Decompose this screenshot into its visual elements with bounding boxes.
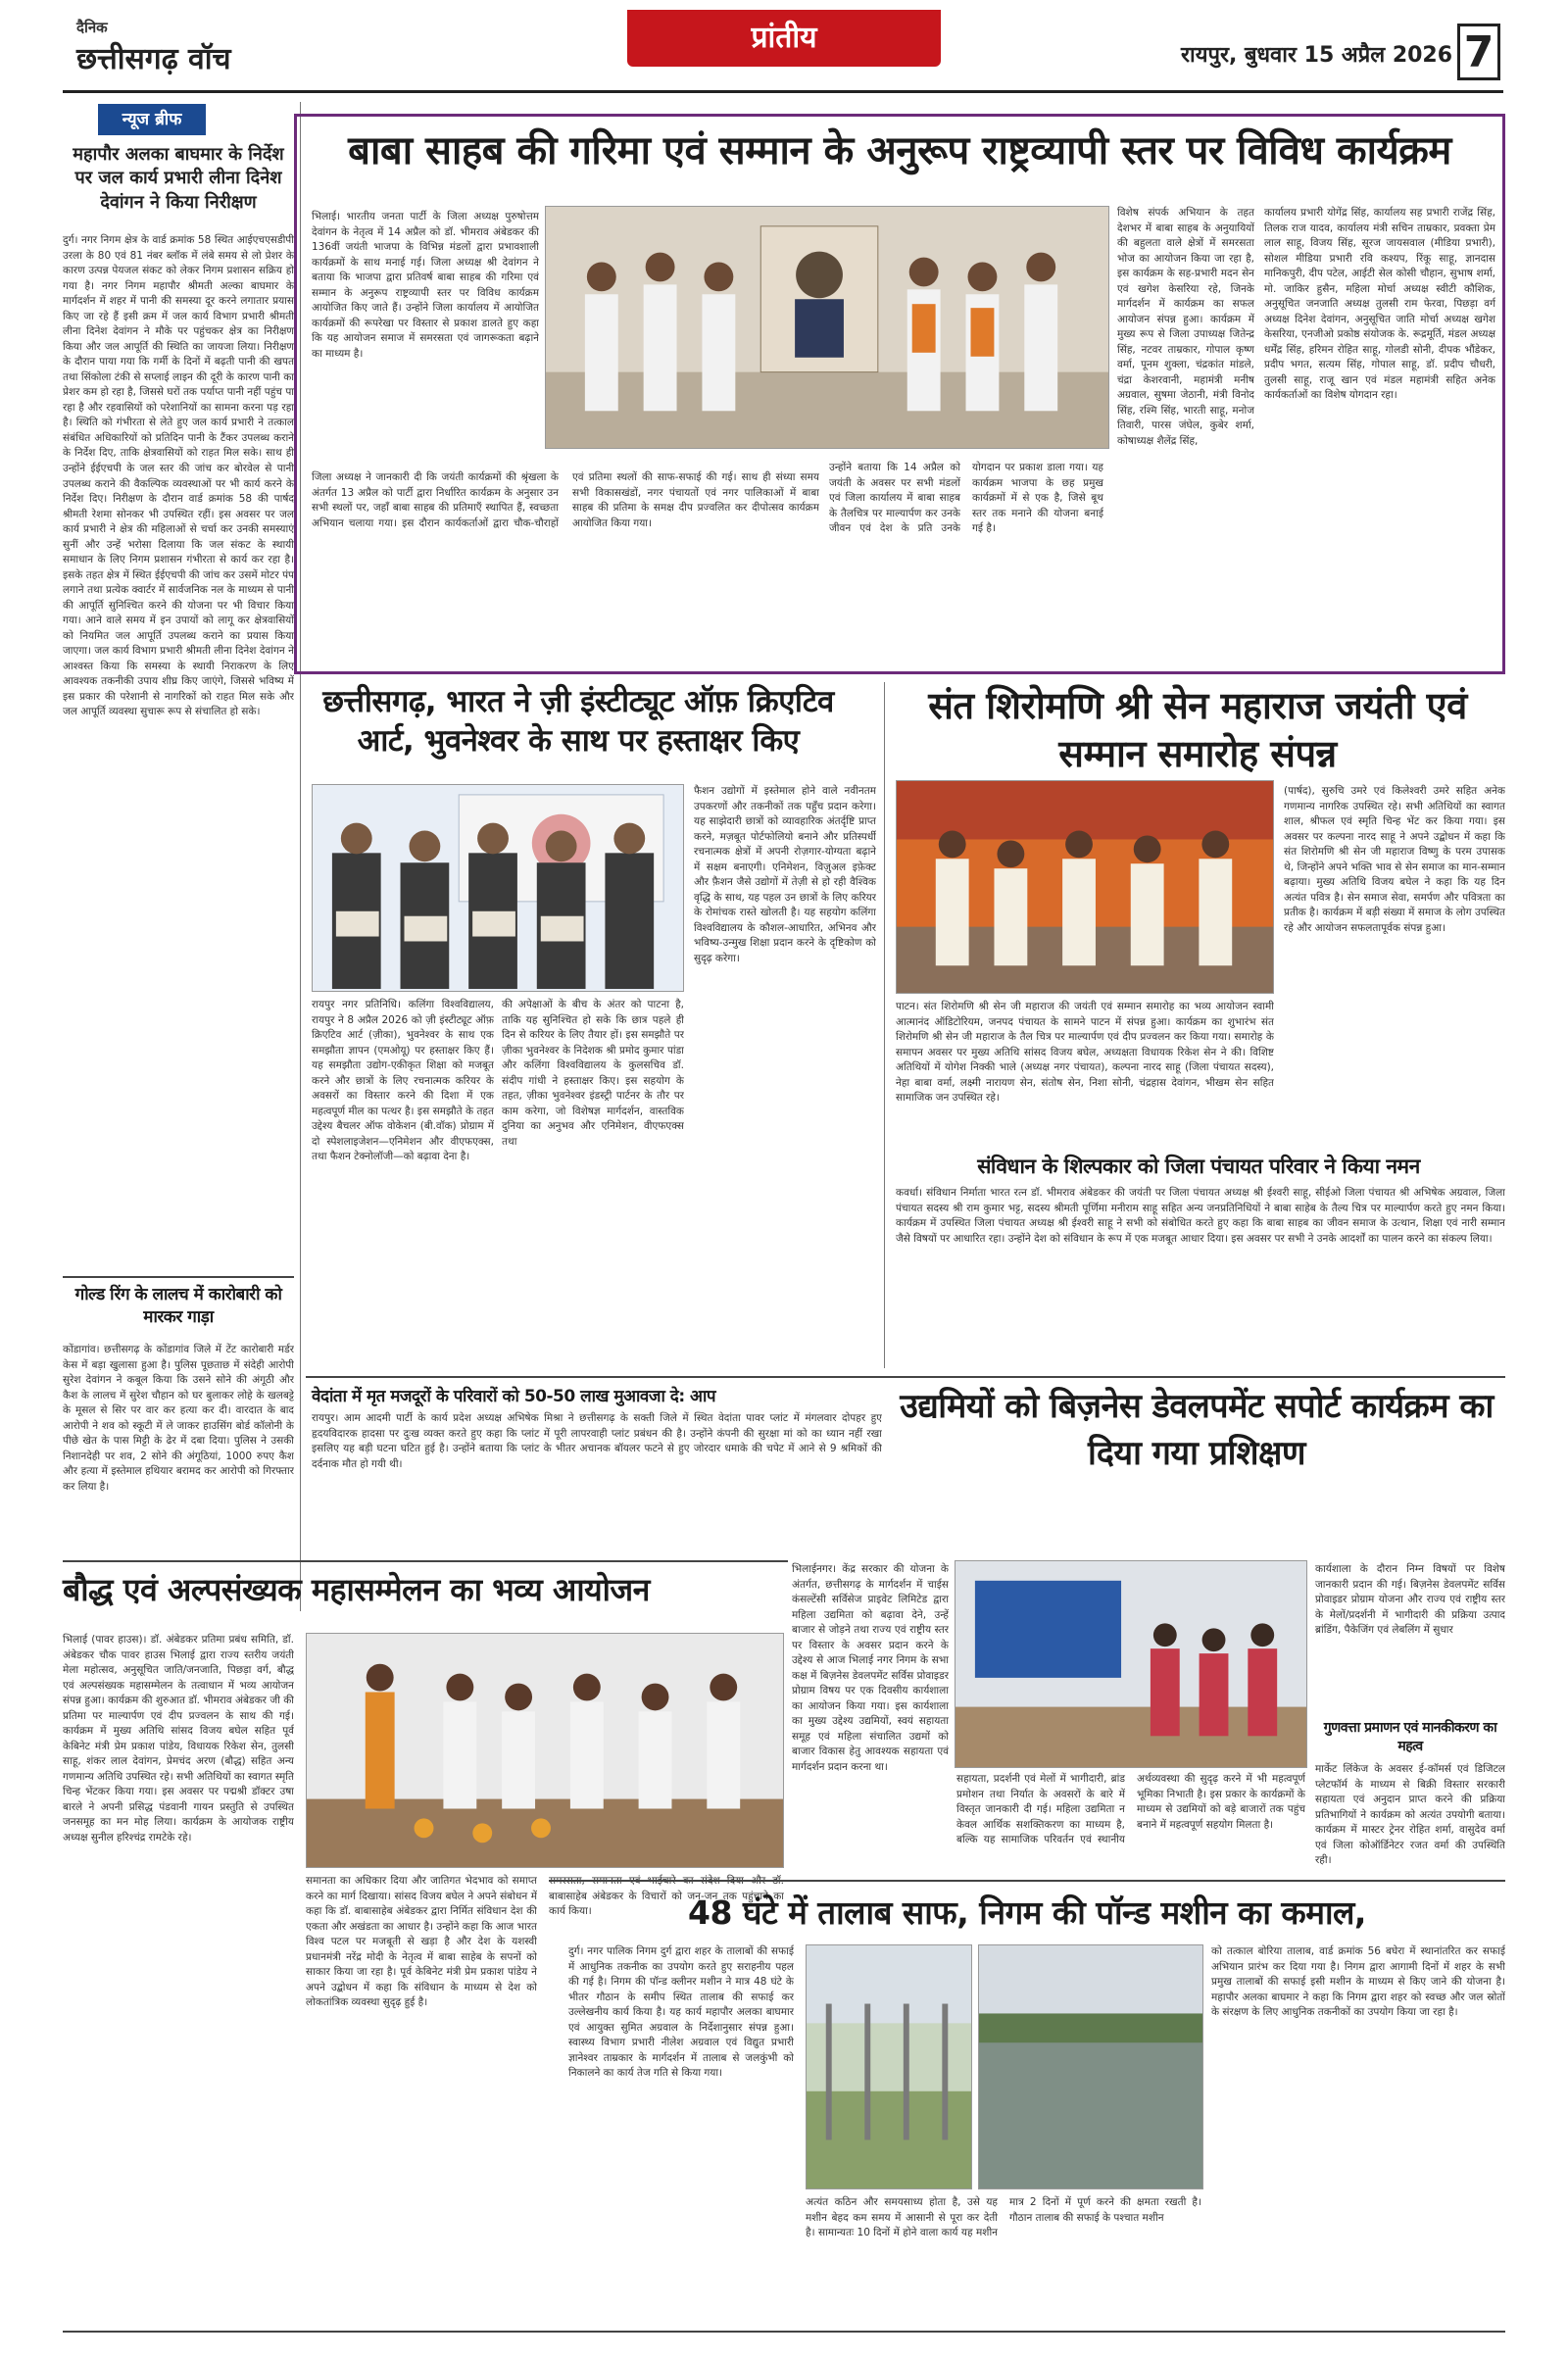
udyami-col-2: सहायता, प्रदर्शनी एवं मेलों में भागीदारी, ब्रांड प्रमोशन तथा निर्यात के अवसरों के बारे में विस्तृत जानकारी दी गई। महिला उद्यमिता न केवल आर्थिक सशक्तिकरण का माध्यम है, बल्कि यह सामाजिक परिवर्तन एवं स्थानीय अर्थव्यवस्था की सुदृढ़ करने में भी महत्वपूर्ण भूमिका निभाती है। इस प्रकार के कार्यक्रमों के माध्यम से उद्यमियों को बड़े बाजारों तक पहुंच बनाने में महत्वपूर्ण सहयोग मिलता है। [956, 1773, 1305, 1846]
pond-shore-photo-icon [807, 1945, 971, 2188]
mou-photo [312, 784, 684, 992]
bottom-rule [63, 2331, 1505, 2333]
stage-event-photo-icon [307, 1634, 783, 1867]
pond-col-2: अत्यंत कठिन और समयसाध्य होता है, उसे यह मशीन बेहद कम समय में आसानी से पूरा कर देती है। सामान्यतः 10 दिनों में होने वाला कार्य यह मशीन मात्र 2 दिनों में पूर्ण करने की क्षमता रखती है। गौठान तालाब की सफाई के पश्चात मशीन [806, 2196, 1201, 2239]
pond-photo-1 [806, 1944, 972, 2189]
lead-col-5: कार्यालय प्रभारी योगेंद्र सिंह, कार्यालय सह प्रभारी राजेंद्र सिंह, तिलक राज यादव, कार्यालय मंत्री सचिन ताम्रकार, प्रवक्ता प्रेम लाल साहू, विजय सिंह, सूरज जायसवाल (मीडिया प्रभारी), सोशल मीडिया प्रभारी रवि कश्यप, रिंकू साहू, ज्ञानदास मानिकपुरी, दीप पटेल, आईटी सेल कोसी चौहान, सुभाष शर्मा, मो. जाकिर हुसैन, महिला मोर्चा अध्यक्ष स्वीटी कौशिक, अनुसूचित जनजाति अध्यक्ष तुलसी राम फेरवा, पिछड़ा वर्ग अध्यक्ष दिनेश देवांगन, अनुसूचित जाति मोर्चा अध्यक्ष खगेश केसरिया, एनजीओ प्रकोष्ठ संयोजक के. रूद्रमूर्ति, मंडल अध्यक्ष धर्मेंद्र सिंह, हरिमन रोहित साहू, गोलडी सोनी, दीपक भौंडेकर, प्रदीप भगत, सत्यम सिंह, गोपाल साहू, डॉ. प्रदीप चौधरी, तुलसी साहू, राजू खान एवं मंडल महामंत्री सहित अनेक कार्यकर्ताओं का विशेष योगदान रहा। [1264, 207, 1495, 402]
lead-col-2: जिला अध्यक्ष ने जानकारी दी कि जयंती कार्यक्रमों की श्रृंखला के अंतर्गत 13 अप्रैल को पार्टी द्वारा निर्धारित कार्यक्रम के अनुसार उन सभी स्थलों पर, जहाँ बाबा साहब की प्रतिमाएँ स्थापित हैं, स्वच्छता अभियान चलाया गया। इस दौरान कार्यकर्ताओं द्वारा चौक-चौराहों एवं प्रतिमा स्थलों की साफ-सफाई की गई। साथ ही संध्या समय सभी विकासखंडों, नगर पंचायतों एवं नगर पालिकाओं में बाबा साहब की प्रतिमा के समक्ष दीप प्रज्वलित कर दीपोत्सव कार्यक्रम आयोजित किया गया। [312, 471, 819, 529]
bauddh-col-2: समानता का अधिकार दिया और जातिगत भेदभाव को समाप्त करने का मार्ग दिखाया। सांसद विजय बघेल ने अपने संबोधन में कहा कि डॉ. बाबासाहेब अंबेडकर द्वारा निर्मित संविधान देश की एकता और अखंडता का आधार है। उन्होंने कहा कि आज भारत विश्व पटल पर मजबूती से खड़ा है और देश के यशस्वी प्रधानमंत्री नरेंद्र मोदी के नेतृत्व में बाबा साहेब के सपनों को साकार किया जा रहा है। पूर्व केबिनेट मंत्री प्रेम प्रकाश पांडेय ने अपने उद्बोधन में कहा कि संविधान के माध्यम से देश को लोकतांत्रिक व्यवस्था सुदृढ़ हुई है। [306, 1875, 537, 2009]
logo-small-text: दैनिक [76, 19, 108, 36]
mou-headline: छत्तीसगढ़, भारत ने ज़ी इंस्टीट्यूट ऑफ़ क्रिएटिव आर्ट, भुवनेश्वर के साथ पर हस्ताक्षर किए [322, 684, 834, 760]
sen-headline: संत शिरोमणि श्री सेन महाराज जयंती एवं सम्मान समारोह संपन्न [928, 684, 1467, 776]
section-tab: प्रांतीय [627, 10, 941, 67]
divider [306, 1376, 1505, 1378]
bauddh-photo [306, 1633, 784, 1868]
divider [63, 1276, 294, 1278]
pond-water-photo-icon [979, 1945, 1202, 2188]
news-brief-body: दुर्ग। नगर निगम क्षेत्र के वार्ड क्रमांक 58 स्थित आईएचएसडीपी उरला के 80 एवं 81 नंबर ब्लॉक में लंबे समय से लो प्रेशर के कारण उत्पन्न पेयजल संकट को लेकर निगम प्रशासन सक्रिय हो गया है। नगर निगम महापौर श्रीमती अल्का बाघमार के मार्गदर्शन में शहर में पानी की समस्या दूर करने लगातार प्रयास किए जा रहे हैं इसी क्रम में जल कार्य विभाग प्रभारी श्रीमती लीना दिनेश देवांगन ने मौके पर पहुंचकर क्षेत्र का निरीक्षण किया और जल आपूर्ति की स्थिति का जायजा लिया। निरीक्षण के दौरान पाया गया कि गर्मी के दिनों में बढ़ती पानी की खपत तथा सिंकोला टंकी से सप्लाई लाइन की दूरी के कारण पानी का प्रेशर कम हो रहा है, जिससे घरों तक पर्याप्त पानी नहीं पहुंच पा रहा है और रहवासियों को परेशानियों का सामना करना पड़ रहा है। स्थिति को गंभीरता से लेते हुए जल कार्य प्रभारी ने तत्काल संबंधित अधिकारियों को प्रतिदिन पानी के टैंकर उपलब्ध कराने के निर्देश दिए, ताकि क्षेत्रवासियों को राहत मिल सके। साथ ही उन्होंने ईईएचपी के जल स्तर की जांच कर बोरवेल से पानी उपलब्ध कराने की वैकल्पिक व्यवस्थाओं पर भी कार्य करने के निर्देश दिए। निरीक्षण के दौरान वार्ड क्रमांक 58 की पार्षद श्रीमती रेशमा सोनकर भी उपस्थित रहीं। इस अवसर पर जल कार्य प्रभारी ने क्षेत्र की महिलाओं से चर्चा कर उनकी समस्याएं सुनीं और उन्हें भरोसा दिलाया कि जल संकट के स्थायी समाधान के लिए निगम प्रशासन गंभीरता से कार्य कर रहा है। इसके तहत क्षेत्र में स्थित ईईएचपी की जांच कर उसमें मोटर पंप लगाने तथा प्रत्येक क्वार्टर में सार्वजनिक नल के माध्यम से पानी की आपूर्ति सुनिश्चित करने की योजना पर भी विचार किया गया। आने वाले समय में इन उपायों को लागू कर क्षेत्रवासियों को नियमित जल आपूर्ति उपलब्ध कराने का प्रयास किया जाएगा। जल कार्य विभाग प्रभारी श्रीमती लीना दिनेश देवांगन ने आश्वस्त किया कि समस्या के स्थायी निराकरण के लिए आवश्यक तकनीकी उपाय शीघ्र किए जाएंगे, जिससे भविष्य में इस प्रकार की परेशानी से नागरिकों को राहत मिल सके और जल आपूर्ति व्यवस्था सुचारू रूप से संचालित हो सके। [63, 234, 294, 718]
training-workshop-photo-icon [956, 1561, 1306, 1767]
pond-col-1: दुर्ग। नगर पालिक निगम दुर्ग द्वारा शहर के तालाबों की सफाई में आधुनिक तकनीक का उपयोग करते हुए सराहनीय पहल की गई है। निगम की पॉन्ड क्लीनर मशीन ने मात्र 48 घंटे के भीतर गौठान के समीप स्थित तालाब की सफाई कर उल्लेखनीय कार्य किया है। यह कार्य महापौर अलका बाघमार एवं आयुक्त सुमित अग्रवाल के निर्देशानुसार संपन्न हुआ। स्वास्थ्य विभाग प्रभारी नीलेश अग्रवाल एवं विद्युत प्रभारी ज्ञानेश्वर ताम्रकार के मार्गदर्शन में तालाब से जलकुंभी को निकालने का कार्य तेज गति से किया गया। [568, 1945, 794, 2080]
sen-photo [896, 780, 1274, 994]
bauddh-headline: बौद्ध एवं अल्पसंख्यक महासम्मेलन का भव्य आयोजन [63, 1571, 650, 1608]
pond-photo-2 [978, 1944, 1203, 2189]
samvidhan-headline: संविधान के शिल्पकार को जिला पंचायत परिवार ने किया नमन [977, 1155, 1420, 1178]
bauddh-col-3: बाबासाहेब अंबेडकर के विचारों को जन-जन तक पहुंचाने का कार्य किया। [549, 1890, 784, 1918]
ambedkar-tribute-photo-icon [546, 207, 1108, 448]
mou-col-2: की अपेक्षाओं के बीच के अंतर को पाटना है, ताकि यह सुनिश्चित हो सके कि छात्र पहले ही दिन से करियर के लिए तैयार हों। इस समझौते पर ज़ीका भुवनेश्वर के निदेशक श्री प्रमोद कुमार पांडा और कलिंगा विश्वविद्यालय के कुलसचिव डॉ. संदीप गांधी ने हस्ताक्षर किए। इस सहयोग के तहत, ज़ीका भुवनेश्वर इंडस्ट्री पार्टनर के तौर पर काम करेगा, जो विशेषज्ञ मार्गदर्शन, वास्तविक दुनिया का अनुभव और एनिमेशन, वीएफएक्स तथा [502, 999, 684, 1148]
vedanta-body: रायपुर। आम आदमी पार्टी के कार्य प्रदेश अध्यक्ष अभिषेक मिश्रा ने छत्तीसगढ़ के सक्ती जिले में स्थित वेदांता पावर प्लांट में मंगलवार दोपहर हुए हृदयविदारक हादसा पर दुःख व्यक्त करते हुए कहा कि प्लांट में पूरी लापरवाही प्लांट प्रबंधन की है। उन्होंने कंपनी की सुरक्षा मां को का ध्यान नहीं रखा इसलिए यह बड़ी घटना घटित हुई है। उन्होंने बताया कि प्लांट के भीतर अचानक बॉयलर फटने से हुए जोरदार धमाके की चपेट में आने से 9 श्रमिकों की दर्दनाक मौत हो गयी थी। [312, 1412, 882, 1470]
sen-body-left: पाटन। संत शिरोमणि श्री सेन जी महाराज की जयंती एवं सम्मान समारोह का भव्य आयोजन स्वामी आत्मानंद ऑडिटोरियम, जनपद पंचायत के सामने पाटन में संपन्न हुआ। कार्यक्रम का शुभारंभ संत शिरोमणि श्री सेन जी महाराज के तैल चित्र पर माल्यार्पण एवं दीप प्रज्वलन कर किया गया। समारोह के समापन अवसर पर मुख्य अतिथि सांसद विजय बघेल, अध्यक्षता विधायक रिकेश सेन ने की। विशिष्ट अतिथियों में योगेश निक्की भाले (अध्यक्ष नगर पंचायत), कल्पना नारद साहू (जिला पंचायत सदस्य), नेहा बाबा वर्मा, लक्ष्मी नारायण सेन, संतोष सेन, निशा सोनी, चंद्रहास देवांगन, भीखम सेन सहित सामाजिक जन उपस्थित रहे। [896, 1001, 1274, 1105]
masthead [0, 0, 1568, 94]
bauddh-col-1: भिलाई (पावर हाउस)। डॉ. अंबेडकर प्रतिमा प्रबंध समिति, डॉ. अंबेडकर चौक पावर हाउस भिलाई द्वारा राज्य स्तरीय जयंती मेला महोत्सव, अनुसूचित जाति/जनजाति, पिछड़ा वर्ग, बौद्ध एवं अल्पसंख्यक महासम्मेलन के तत्वाधान में भव्य आयोजन संपन्न हुआ। कार्यक्रम की शुरुआत डॉ. भीमराव अंबेडकर जी की प्रतिमा पर माल्यार्पण एवं दीप प्रज्वलन के साथ की गई। कार्यक्रम में मुख्य अतिथि सांसद विजय बघेल सहित पूर्व केबिनेट मंत्री प्रेम प्रकाश पांडेय, विधायक रिकेश सेन, तुलसी साहू, शंकर लाल देवांगन, प्रेमचंद अरण (बौद्ध) सहित अन्य गणमान्य अतिथि उपस्थित रहे। सभी अतिथियों का स्वागत स्मृति चिन्ह भेंटकर किया गया। इस अवसर पर पद्मश्री डॉक्टर उषा बारले ने अपनी प्रसिद्ध पंडवानी गायन प्रस्तुति से उपस्थित जनसमूह का मन मोह लिया। कार्यक्रम के आयोजक राष्ट्रीय अध्यक्ष सुनील हरिश्चंद्र रामटेके रहे। [63, 1634, 294, 1844]
page-number: 7 [1457, 24, 1500, 80]
lead-headline: बाबा साहब की गरिमा एवं सम्मान के अनुरूप राष्ट्रव्यापी स्तर पर विविध कार्यक्रम [348, 128, 1451, 173]
divider [63, 1560, 788, 1562]
udyami-photo [955, 1560, 1307, 1768]
newspaper-logo [76, 18, 231, 77]
mou-col-1: रायपुर नगर प्रतिनिधि। कलिंगा विश्वविद्यालय, रायपुर ने 8 अप्रैल 2026 को ज़ी इंस्टीट्यूट ऑफ़ क्रिएटिव आर्ट (ज़ीका), भुवनेश्वर के साथ एक समझौता ज्ञापन (एमओयू) पर हस्ताक्षर किए हैं। यह समझौता उद्योग-एकीकृत शिक्षा को मजबूत करने और छात्रों के लिए रचनात्मक करियर के अवसरों का विस्तार करने की दिशा में एक महत्वपूर्ण मील का पत्थर है। इस समझौते के तहत उद्देश्य बैचलर ऑफ वोकेशन (बी.वॉक) प्रोग्राम में दो स्पेशलाइजेशन—एनिमेशन और वीएफएक्स, तथा फैशन टेक्नोलॉजी—को बढ़ावा देना है। [312, 999, 494, 1163]
news-brief-headline: महापौर अलका बाघमार के निर्देश पर जल कार्य प्रभारी लीना दिनेश देवांगन ने किया निरीक्षण [73, 144, 284, 213]
pond-col-3: को तत्काल बोरिया तालाब, वार्ड क्रमांक 56 बघेरा में स्थानांतरित कर सफाई अभियान प्रारंभ कर दिया गया है। निगम द्वारा आगामी दिनों में शहर के सभी प्रमुख तालाबों की सफाई इसी मशीन के माध्यम से किए जाने की योजना है। महापौर अलका बाघमार ने कहा कि निगम द्वारा शहर को स्वच्छ और जल स्रोतों के संरक्षण के लिए आधुनिक तकनीकों का उपयोग किया जा रहा है। [1211, 1945, 1505, 2019]
dateline: रायपुर, बुधवार 15 अप्रैल 2026 [1181, 43, 1453, 68]
sen-body-right: (पार्षद), सुरुचि उमरे एवं किलेश्वरी उमरे सहित अनेक गणमान्य नागरिक उपस्थित रहे। सभी अतिथियों का स्वागत शाल, श्रीफल एवं स्मृति चिन्ह भेंट कर किया गया। इस अवसर पर कल्पना नारद साहू ने अपने उद्बोधन में कहा कि संत शिरोमणि श्री सेन जी महाराज विष्णु के परम उपासक थे, जिन्होंने अपने भक्ति भाव से सेन समाज का मान-सम्मान बढ़ाया। मुख्य अतिथि विजय बघेल ने कहा कि यह दिन अत्यंत पवित्र है। सेन समाज सेवा, समर्पण और पवित्रता का प्रतीक है। कार्यक्रम में बड़ी संख्या में समाज के लोग उपस्थित रहे और आयोजन सफलतापूर्वक संपन्न हुआ। [1284, 785, 1505, 934]
lead-col-4: विशेष संपर्क अभियान के तहत देशभर में बाबा साहब के अनुयायियों की बहुलता वाले क्षेत्रों में समरसता भोज का आयोजन किया जा रहा है, इस कार्यक्रम के सह-प्रभारी मदन सेन एवं खगेश केसरिया रहे, जिनके मार्गदर्शन में कार्यक्रम का सफल आयोजन संपन्न हुआ। कार्यक्रम में मुख्य रूप से जिला उपाध्यक्ष जितेन्द्र सिंह, नटवर ताम्रकार, गोपाल कृष्ण वर्मा, पूनम शुक्ला, चंद्रकांत मांडले, चंद्रा केशरवानी, महामंत्री मनीष अग्रवाल, सुषमा जेठानी, मंत्री विनोद सिंह, रश्मि सिंह, भारती साहू, मनोज तिवारी, पारस जंघेल, कुबेर शर्मा, कोषाध्यक्ष शैलेंद्र सिंह, [1117, 207, 1254, 447]
column-rule [884, 682, 885, 1368]
udyami-col-1: भिलाईनगर। केंद्र सरकार की योजना के अंतर्गत, छत्तीसगढ़ के मार्गदर्शन में चाईस कंसल्टेंसी सर्विसेज प्राइवेट लिमिटेड द्वारा महिला उद्यमिता को बढ़ावा देने, उन्हें बाजार से जोड़ने तथा राज्य एवं राष्ट्रीय स्तर पर विस्तार के अवसर प्रदान करने के उद्देश्य से आज भिलाई नगर निगम के सभा कक्ष में बिज़नेस डेवलपमेंट सर्विस प्रोवाइडर प्रोग्राम विषय पर एक दिवसीय कार्यशाला का आयोजन किया गया। इस कार्यशाला का मुख्य उद्देश्य उद्यमियों, स्वयं सहायता समूह एवं महिला संचालित उद्यमों को बाजार विकास हेतु आवश्यक सहायता एवं मार्गदर्शन प्रदान करना था। [792, 1563, 949, 1773]
mou-col-3: फैशन उद्योगों में इस्तेमाल होने वाले नवीनतम उपकरणों और तकनीकों तक पहुँच प्रदान करेगा। यह साझेदारी छात्रों को व्यावहारिक अंतर्दृष्टि प्राप्त करने, मज़बूत पोर्टफोलियो बनाने और प्रतिस्पर्धी रचनात्मक क्षेत्रों में अपनी रोज़गार-योग्यता बढ़ाने में सक्षम बनाएगी। एनिमेशन, विज़ुअल इफ़ेक्ट और फ़ैशन जैसे उद्योगों में तेज़ी से हो रही वैश्विक वृद्धि के साथ, यह पहल उन छात्रों के लिए करियर के रोमांचक रास्ते खोलती है। यह सहयोग कलिंगा विश्वविद्यालय के कौशल-आधारित, अभिनव और भविष्य-उन्मुख शिक्षा प्रदान करने के दृष्टिकोण को सुदृढ़ करेगा। [694, 785, 876, 964]
news-brief-headline-2: गोल्ड रिंग के लालच में कारोबारी को मारकर गाड़ा [74, 1285, 282, 1327]
felicitation-ceremony-photo-icon [897, 781, 1273, 993]
lead-col-1: भिलाई। भारतीय जनता पार्टी के जिला अध्यक्ष पुरुषोत्तम देवांगन के नेतृत्व में 14 अप्रैल को डॉ. भीमराव अंबेडकर की 136वीं जयंती भाजपा के विभिन्न मंडलों द्वारा प्रभावशाली कार्यक्रमों के साथ मनाई गई। जिला अध्यक्ष श्री देवांगन ने बताया कि भाजपा द्वारा प्रतिवर्ष बाबा साहब की गरिमा एवं सम्मान के अनुरूप राष्ट्रव्यापी स्तर पर विविध कार्यक्रम आयोजित किए जाते हैं। उन्होंने जिला कार्यालय में आयोजित कार्यक्रमों की रूपरेखा पर विस्तार से प्रकाश डालते हुए कहा कि यह आयोजन समाज में समरसता एवं जागरूकता बढ़ाने का माध्यम है। [312, 211, 539, 360]
lead-photo [545, 206, 1109, 449]
udyami-col-4: मार्केट लिंकेज के अवसर ई-कॉमर्स एवं डिजिटल प्लेटफॉर्म के माध्यम से बिक्री विस्तार सरकारी सहायता एवं अनुदान प्राप्त करने की प्रक्रिया प्रतिभागियों ने कार्यक्रम को अत्यंत उपयोगी बताया। कार्यक्रम में मास्टर ट्रेनर रोहित शर्मा, वासुदेव वर्मा एवं जिला कोऑर्डिनेटर रजत वर्मा की उपस्थिति रही। [1315, 1763, 1505, 1867]
pond-headline: 48 घंटे में तालाब साफ, निगम की पॉन्ड मशीन का कमाल, [688, 1893, 1366, 1932]
samvidhan-body: कवर्धा। संविधान निर्माता भारत रत्न डॉ. भीमराव अंबेडकर की जयंती पर जिला पंचायत अध्यक्ष श्री ईश्वरी साहू, सीईओ जिला पंचायत श्री अभिषेक अग्रवाल, जिला पंचायत सदस्य श्री राम कुमार भट्ट, सदस्य श्रीमती पूर्णिमा मनीराम साहू सहित अन्य जनप्रतिनिधियों ने बाबा साहेब के तैल्य चित्र पर माल्यार्पण करते हुए नमन किया। कार्यक्रम में उपस्थित जिला पंचायत अध्यक्ष श्री ईश्वरी साहू ने सभी को संबोधित करते हुए कहा कि बाबा साहब का जीवन समाज के उत्थान, शिक्षा एवं नारी सम्मान जैसे विषयों पर आधारित रहा। उन्होंने देश को संविधान के रूप में एक मजबूत आधार दिया। इस अवसर पर सभी ने उनके आदर्शों का पालन करने का संकल्प लिया। [896, 1187, 1505, 1245]
news-brief-body-2: कोंडागांव। छत्तीसगढ़ के कोंडागांव जिले में टेंट कारोबारी मर्डर केस में बड़ा खुलासा हुआ है। पुलिस पूछताछ में संदेही आरोपी सुरेश देवांगन ने कबूल किया कि उसने सोने की अंगूठी और कैश के लालच में सुरेश चौहान को घर बुलाकर लोहे के खलबट्टे के मूसल से सिर पर वार कर हत्या कर दी। वारदात के बाद आरोपी ने शव को स्कूटी में ले जाकर हाउसिंग बोर्ड कॉलोनी के पीछे खेत के पास मिट्टी के ढेर में दबा दिया। पुलिस ने उसकी निशानदेही पर शव, 2 सोने की अंगूठियां, 1000 रुपए कैश और हत्या में इस्तेमाल हथियार बरामद कर आरोपी को गिरफ्तार कर लिया है। [63, 1344, 294, 1493]
logo-title: छत्तीसगढ़ वॉच [76, 42, 231, 76]
vedanta-headline: वेदांता में मृत मजदूरों के परिवारों को 50-50 लाख मुआवजा दे: आप [312, 1387, 716, 1406]
udyami-col-3: कार्यशाला के दौरान निम्न विषयों पर विशेष जानकारी प्रदान की गई। बिज़नेस डेवलपमेंट सर्विस प्रोवाइडर प्रोग्राम योजना और राज्य एवं राष्ट्रीय स्तर के मेलों/प्रदर्शनी में भागीदारी की प्रक्रिया उत्पाद ब्रांडिंग, पैकेजिंग एवं लेबलिंग में सुधार [1315, 1563, 1505, 1637]
udyami-headline: उद्यमियों को बिज़नेस डेवलपमेंट सपोर्ट कार्यक्रम का दिया गया प्रशिक्षण [900, 1387, 1494, 1473]
lead-col-3: उन्होंने बताया कि 14 अप्रैल को जयंती के अवसर पर सभी मंडलों एवं जिला कार्यालय में बाबा साहब के तैलचित्र पर माल्यार्पण कर उनके जीवन एवं देश के प्रति उनके योगदान पर प्रकाश डाला गया। यह कार्यक्रम भाजपा के छह प्रमुख कार्यक्रमों में से एक है, जिसे बूथ स्तर तक मनाने की योजना बनाई गई है। [829, 462, 1103, 535]
mou-signing-photo-icon [313, 785, 683, 991]
divider [549, 1880, 1505, 1882]
udyami-subhead: गुणवत्ता प्रमाणन एवं मानकीकरण का महत्व [1323, 1720, 1497, 1754]
news-brief-tag: न्यूज ब्रीफ [98, 104, 206, 135]
top-rule [63, 90, 1503, 93]
